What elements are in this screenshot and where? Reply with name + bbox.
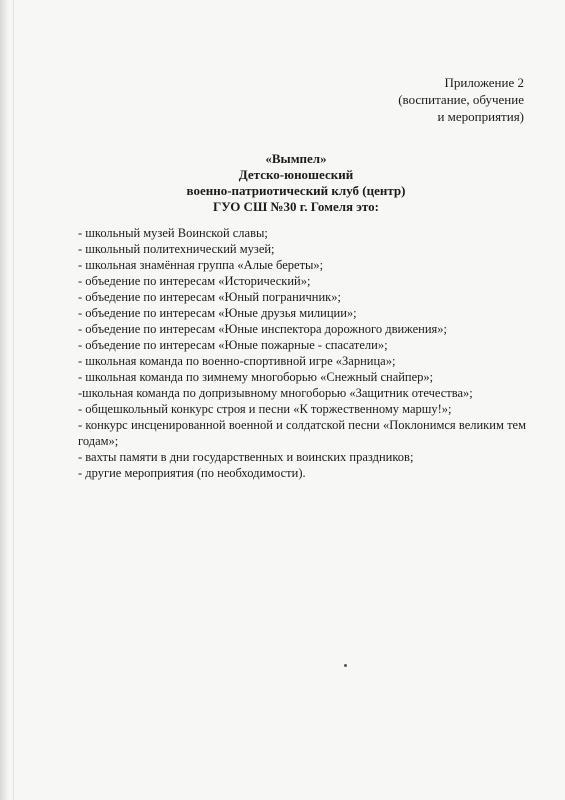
appendix-label [398,74,524,125]
list-item: - школьная знамённая группа «Алые береты»; [78,258,324,272]
list-item: - школьная команда по военно-спортивной игре «Зарница»; [78,354,396,368]
list-item: - общешкольный конкурс строя и песни «К торжественному маршу!»; [78,402,452,416]
scan-edge-shadow [0,0,9,800]
scan-edge-line [13,0,14,800]
title-line-4: ГУО СШ №30 г. Гомеля это: [213,199,379,214]
list-item: - конкурс инсценированной военной и солдатской песни «Поклонимся великим тем годам»; [78,418,526,448]
list-item: - объедение по интересам «Юные пожарные - спасатели»; [78,338,388,352]
appendix-line-2: (воспитание, обучение [398,92,524,107]
appendix-line-3: и мероприятия) [437,109,524,124]
list-item: - школьный музей Воинской славы; [78,226,268,240]
list-item: - объедение по интересам «Юные инспектора дорожного движения»; [78,322,448,336]
title-line-1: «Вымпел» [265,151,327,166]
list-item: - вахты памяти в дни государственных и воинских праздников; [78,450,414,464]
club-components-list [78,225,526,481]
list-item: - другие мероприятия (по необходимости). [78,466,306,480]
scan-speck [344,664,347,667]
list-item: -школьная команда по допризывному многоборью «Защитник отечества»; [78,386,473,400]
list-item: - объедение по интересам «Юный пограничник»; [78,290,341,304]
appendix-line-1: Приложение 2 [444,75,524,90]
list-item: - объедение по интересам «Юные друзья милиции»; [78,306,357,320]
title-line-2: Детско-юношеский [238,167,354,182]
title-line-3: военно-патриотический клуб (центр) [186,183,406,198]
list-item: - школьный политехнический музей; [78,242,275,256]
list-item: - объедение по интересам «Исторический»; [78,274,311,288]
list-item: - школьная команда по зимнему многоборью «Снежный снайпер»; [78,370,434,384]
document-title [116,151,476,215]
